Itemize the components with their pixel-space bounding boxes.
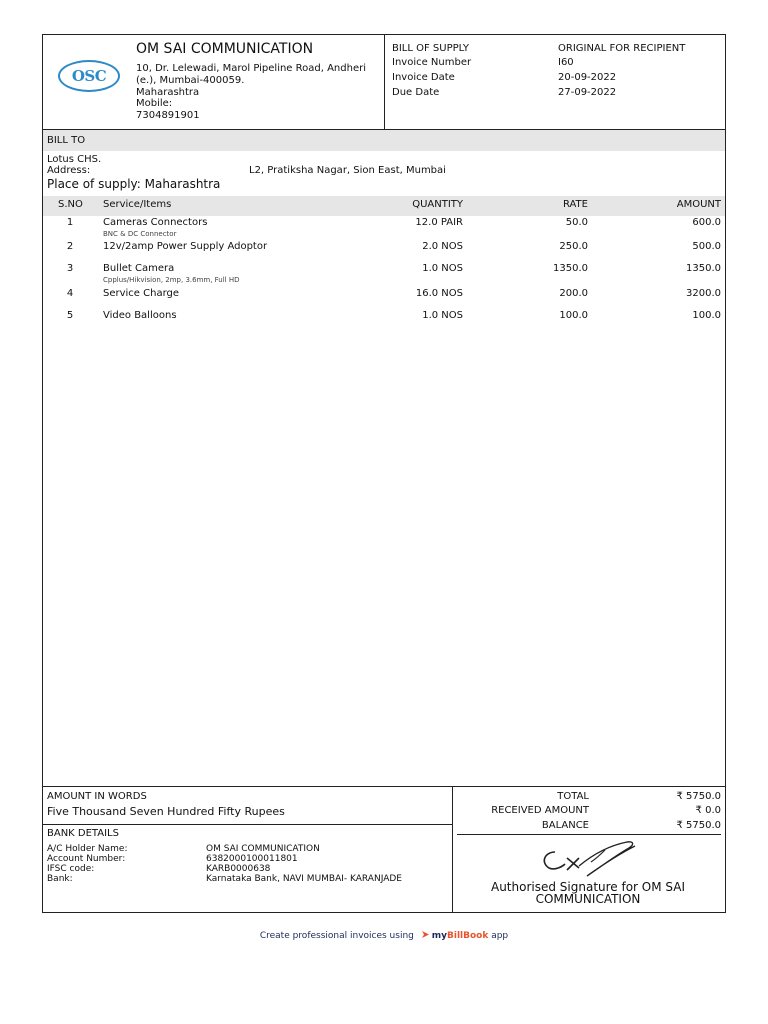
- header-divider: [384, 34, 385, 130]
- amount-words-label: AMOUNT IN WORDS: [47, 791, 147, 802]
- footer-brand-a: my: [431, 931, 447, 941]
- bank-label: Bank:: [47, 874, 73, 884]
- row-5-amount: 100.0: [692, 310, 721, 321]
- row-2-rate: 250.0: [559, 241, 588, 252]
- mybillbook-logo-icon: [421, 930, 430, 939]
- row-3-desc: Cpplus/Hikvision, 2mp, 3.6mm, Full HD: [103, 276, 240, 284]
- row-3-item: Bullet Camera: [103, 263, 175, 274]
- row-4-amount: 3200.0: [686, 288, 721, 299]
- due-date-label: Due Date: [392, 87, 440, 98]
- customer-name: Lotus CHS.: [47, 154, 102, 165]
- mobile-number: 7304891901: [136, 110, 200, 121]
- customer-address-label: Address:: [47, 165, 91, 176]
- account-value: 6382000100011801: [206, 854, 298, 864]
- row-4-rate: 200.0: [559, 288, 588, 299]
- totals-bottom-line: [457, 834, 721, 835]
- total-value: ₹ 5750.0: [676, 791, 721, 802]
- invoice-date: 20-09-2022: [558, 72, 617, 83]
- words-bank-divider: [42, 824, 452, 825]
- row-3-qty: 1.0 NOS: [422, 263, 463, 274]
- place-of-supply: Place of supply: Maharashtra: [47, 177, 221, 191]
- col-header-item: Service/Items: [103, 199, 172, 210]
- holder-label: A/C Holder Name:: [47, 844, 128, 854]
- mobile-label: Mobile:: [136, 98, 173, 109]
- doc-type: BILL OF SUPPLY: [392, 43, 470, 54]
- row-5-sno: 5: [66, 310, 74, 321]
- row-2-item: 12v/2amp Power Supply Adoptor: [103, 241, 268, 252]
- row-1-desc: BNC & DC Connector: [103, 230, 177, 238]
- signature-image: [535, 836, 640, 882]
- footer-prefix: Create professional invoices using: [259, 931, 414, 941]
- ifsc-value: KARB0000638: [206, 864, 271, 874]
- invoice-number: I60: [558, 57, 574, 68]
- due-date: 27-09-2022: [558, 87, 617, 98]
- copy-label: ORIGINAL FOR RECIPIENT: [558, 43, 686, 54]
- footer-brand-b: BillBook: [447, 931, 489, 941]
- received-label: RECEIVED AMOUNT: [491, 805, 589, 816]
- received-value: ₹ 0.0: [695, 805, 721, 816]
- bank-value: Karnataka Bank, NAVI MUMBAI- KARANJADE: [206, 874, 402, 884]
- holder-value: OM SAI COMMUNICATION: [206, 844, 320, 854]
- address-line-3: Maharashtra: [136, 87, 200, 98]
- bank-details-header: BANK DETAILS: [47, 828, 119, 839]
- row-3-rate: 1350.0: [553, 263, 588, 274]
- footer-suffix: app: [491, 931, 509, 941]
- company-name: OM SAI COMMUNICATION: [136, 41, 314, 57]
- row-1-rate: 50.0: [565, 217, 588, 228]
- col-header-rate: RATE: [562, 199, 588, 210]
- row-5-qty: 1.0 NOS: [422, 310, 463, 321]
- row-2-sno: 2: [66, 241, 74, 252]
- row-2-amount: 500.0: [692, 241, 721, 252]
- signature-caption-line2: COMMUNICATION: [535, 892, 641, 906]
- balance-value: ₹ 5750.0: [676, 820, 721, 831]
- customer-address: L2, Pratiksha Nagar, Sion East, Mumbai: [249, 165, 446, 176]
- row-1-item: Cameras Connectors: [103, 217, 208, 228]
- row-4-qty: 16.0 NOS: [415, 288, 463, 299]
- amount-words-value: Five Thousand Seven Hundred Fifty Rupees: [47, 805, 285, 818]
- row-1-sno: 1: [66, 217, 74, 228]
- row-3-sno: 3: [66, 263, 74, 274]
- footer-divider: [452, 786, 453, 913]
- row-3-amount: 1350.0: [686, 263, 721, 274]
- balance-label: BALANCE: [541, 820, 589, 831]
- signature-caption-line1: Authorised Signature for OM SAI: [490, 880, 686, 894]
- bill-to-header: BILL TO: [47, 135, 86, 146]
- row-1-qty: 12.0 PAIR: [415, 217, 463, 228]
- row-5-item: Video Balloons: [103, 310, 177, 321]
- invoice-number-label: Invoice Number: [392, 57, 472, 68]
- col-header-quantity: QUANTITY: [412, 199, 463, 210]
- col-header-sno: S.NO: [58, 199, 83, 210]
- footer-top-line: [42, 786, 726, 787]
- col-header-amount: AMOUNT: [676, 199, 721, 210]
- total-label: TOTAL: [557, 791, 589, 802]
- account-label: Account Number:: [47, 854, 126, 864]
- address-line-1: 10, Dr. Lelewadi, Marol Pipeline Road, Andheri: [136, 63, 366, 74]
- row-5-rate: 100.0: [559, 310, 588, 321]
- invoice-date-label: Invoice Date: [392, 72, 455, 83]
- ifsc-label: IFSC code:: [47, 864, 95, 874]
- row-4-item: Service Charge: [103, 288, 180, 299]
- company-logo: OSC: [58, 60, 120, 92]
- row-2-qty: 2.0 NOS: [422, 241, 463, 252]
- row-1-amount: 600.0: [692, 217, 721, 228]
- row-4-sno: 4: [66, 288, 74, 299]
- address-line-2: (e.), Mumbai-400059.: [136, 75, 245, 86]
- footer-promo: [0, 930, 768, 942]
- bill-to-bar: [43, 130, 725, 151]
